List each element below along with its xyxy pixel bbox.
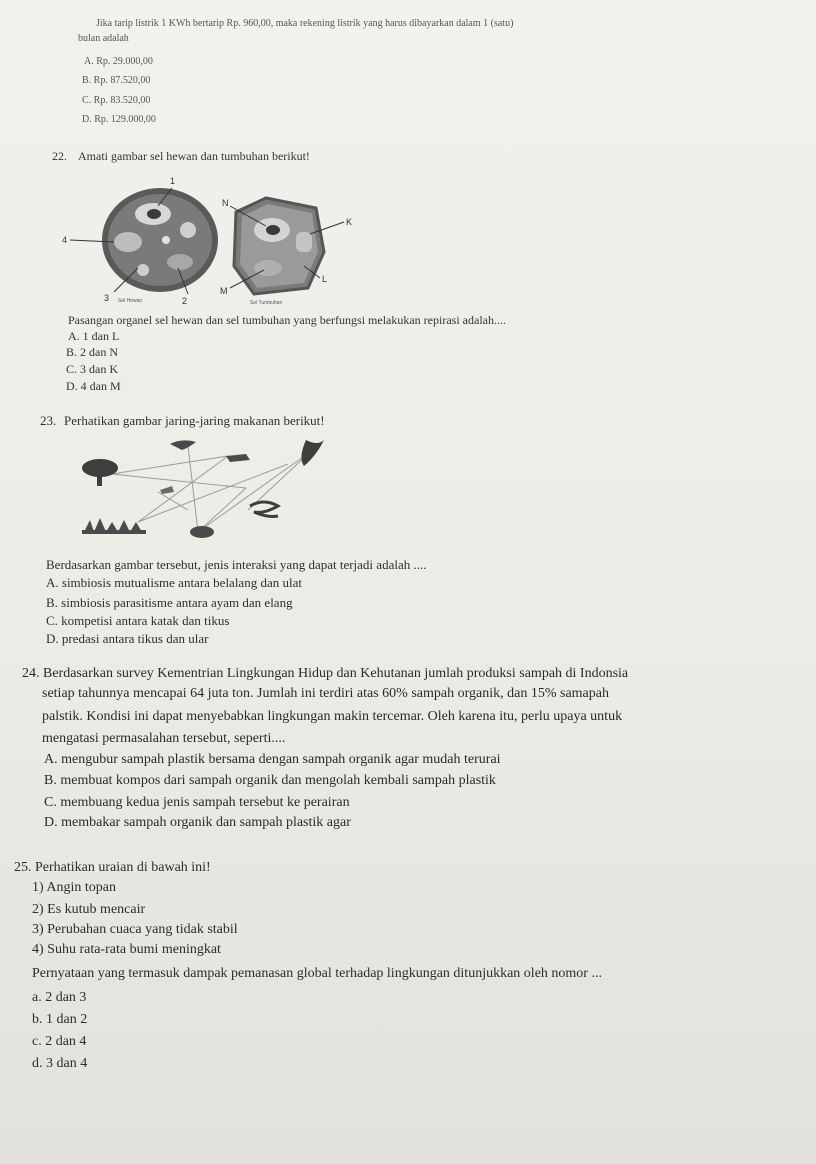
q21-option-a: A. Rp. 29.000,00	[84, 56, 153, 67]
animal-label-1: 1	[170, 176, 176, 186]
q25-option-d: d. 3 dan 4	[32, 1056, 88, 1071]
bird-icon	[170, 440, 196, 450]
animal-label-4: 4	[62, 235, 68, 245]
eagle-icon	[301, 440, 324, 466]
q24-line4: mengatasi permasalahan tersebut, seperti....	[42, 731, 286, 746]
q24-line1: 24. Berdasarkan survey Kementrian Lingkungan Hidup dan Kehutanan jumlah produksi sampah di Indonsia	[22, 666, 629, 681]
animal-caption: Sel Hewan	[118, 298, 143, 304]
animal-cell	[70, 188, 218, 294]
q24-line2: setiap tahunnya mencapai 64 juta ton. Jumlah ini terdiri atas 60% sampah organik, dan 15% samapah	[42, 686, 609, 701]
grasshopper-icon	[226, 454, 250, 462]
q22-option-c: C. 3 dan K	[66, 362, 118, 376]
snake-icon	[250, 502, 278, 517]
q25-option-c: c. 2 dan 4	[32, 1034, 87, 1049]
q25-option-a: a. 2 dan 3	[32, 990, 87, 1005]
q25-option-b: b. 1 dan 2	[32, 1012, 88, 1027]
animal-label-3: 3	[104, 293, 110, 303]
q22-number: 22.	[52, 149, 67, 163]
q24-option-c: C. membuang kedua jenis sampah tersebut ke perairan	[44, 795, 350, 810]
q25-item-4: 4) Suhu rata-rata bumi meningkat	[32, 942, 221, 957]
q21-stem-line2: bulan adalah	[78, 33, 129, 44]
q25-question: Pernyataan yang termasuk dampak pemanasan global terhadap lingkungan ditunjukkan oleh nomor ...	[32, 966, 602, 981]
plant-label-k: K	[346, 217, 353, 227]
grass-icon	[82, 518, 146, 534]
mouse-icon	[190, 526, 214, 538]
tree-icon	[82, 459, 118, 486]
food-web-arrows	[112, 446, 310, 532]
q23-stem: Perhatikan gambar jaring-jaring makanan berikut!	[64, 413, 325, 428]
q21-option-b: B. Rp. 87.520,00	[82, 75, 151, 86]
q22-option-d: D. 4 dan M	[66, 379, 121, 393]
q24-option-a: A. mengubur sampah plastik bersama dengan sampah organik agar mudah terurai	[44, 752, 501, 767]
q21-option-c: C. Rp. 83.520,00	[82, 95, 151, 106]
cell-diagram	[58, 170, 358, 310]
plant-label-n: N	[222, 198, 229, 208]
plant-caption: Sel Tumbuhan	[250, 300, 283, 306]
food-web-diagram	[78, 436, 338, 546]
q23-option-c: C. kompetisi antara katak dan tikus	[46, 613, 230, 628]
q22-option-a: A. 1 dan L	[68, 329, 120, 343]
q23-option-a: A. simbiosis mutualisme antara belalang dan ulat	[46, 575, 302, 590]
q25-item-1: 1) Angin topan	[32, 880, 116, 895]
q25-item-3: 3) Perubahan cuaca yang tidak stabil	[32, 922, 238, 937]
q23-option-b: B. simbiosis parasitisme antara ayam dan elang	[46, 595, 293, 610]
q24-option-d: D. membakar sampah organik dan sampah plastik agar	[44, 815, 351, 830]
q25-stem: 25. Perhatikan uraian di bawah ini!	[14, 860, 211, 875]
q23-question: Berdasarkan gambar tersebut, jenis interaksi yang dapat terjadi adalah ....	[46, 557, 427, 572]
plant-label-l: L	[322, 274, 328, 284]
plant-label-m: M	[220, 286, 228, 296]
q24-option-b: B. membuat kompos dari sampah organik dan mengolah kembali sampah plastik	[44, 773, 496, 788]
q25-item-2: 2) Es kutub mencair	[32, 902, 146, 917]
q23-option-d: D. predasi antara tikus dan ular	[46, 631, 209, 646]
q21-stem-line1: Jika tarip listrik 1 KWh bertarip Rp. 960,00, maka rekening listrik yang harus dibayarkan dalam 1 (satu)	[96, 18, 514, 29]
q23-number: 23.	[40, 413, 57, 428]
animal-label-2: 2	[182, 296, 188, 306]
q24-line3: palstik. Kondisi ini dapat menyebabkan lingkungan makin tercemar. Oleh karena itu, perlu upaya untuk	[42, 709, 623, 724]
q21-option-d: D. Rp. 129.000,00	[82, 114, 156, 125]
q22-stem: Amati gambar sel hewan dan tumbuhan berikut!	[78, 149, 310, 163]
q22-option-b: B. 2 dan N	[66, 345, 118, 359]
caterpillar-icon	[160, 486, 174, 494]
q22-question: Pasangan organel sel hewan dan sel tumbuhan yang berfungsi melakukan repirasi adalah....	[68, 313, 506, 327]
